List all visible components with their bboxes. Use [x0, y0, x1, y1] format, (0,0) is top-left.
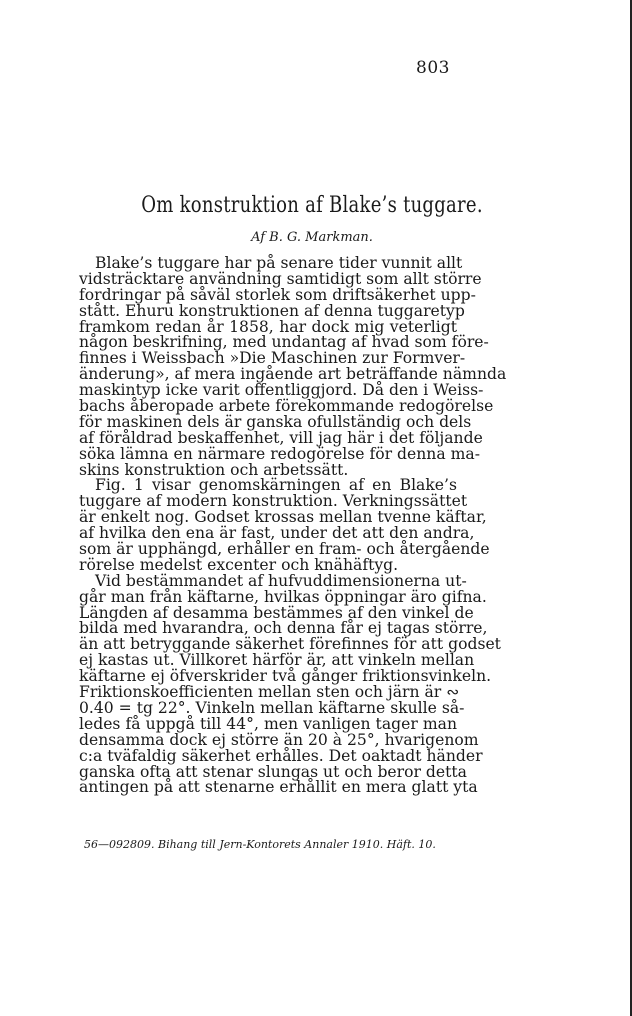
article-title: Om konstruktion af Blake’s tuggare. — [141, 193, 483, 218]
text-line: som är upphängd, erhåller en fram- och återgående — [79, 540, 490, 559]
text-line: af hvilka den ena är fast, under det att den andra, — [79, 524, 475, 543]
text-line: af föråldrad beskaffenhet, vill jag här i det följande — [79, 428, 483, 447]
text-line: ledes få uppgå till 44°, men vanligen tager man — [79, 714, 457, 733]
text-line: bilda med hvarandra, och denna får ej tagas större, — [79, 619, 488, 638]
text-line: käftarne ej öfverskrider två gånger friktionsvinkeln. — [79, 667, 492, 686]
text-line: går man från käftarne, hvilkas öppningar äro gifna. — [79, 587, 487, 606]
text-line: framkom redan år 1858, har dock mig veterligt — [79, 317, 457, 336]
text-line: söka lämna en närmare redogörelse för denna ma- — [79, 444, 480, 463]
article-body — [79, 254, 507, 797]
text-line: Vid bestämmandet af hufvuddimensionerna ut- — [95, 571, 467, 590]
text-line: finnes i Weissbach »Die Maschinen zur Formver- — [79, 349, 466, 368]
text-line: antingen på att stenarne erhållit en mera glatt yta — [79, 778, 478, 797]
text-line: Blake’s tuggare har på senare tider vunnit allt — [95, 254, 463, 272]
text-line: fordringar på såväl storlek som driftsäkerhet upp- — [79, 285, 476, 304]
text-line: för maskinen dels är ganska ofullständig och dels — [79, 412, 472, 431]
text-line: ej kastas ut. Villkoret härför är, att vinkeln mellan — [79, 651, 475, 670]
text-line: c:a tväfaldig säkerhet erhålles. Det oaktadt händer — [79, 746, 483, 765]
text-line: någon beskrifning, med undantag af hvad som före- — [79, 333, 489, 352]
text-line: Fig. 1 visar genomskärningen af en Blake’s — [95, 476, 457, 495]
text-line: Längden af desamma bestämmes af den vinkel de — [79, 603, 474, 622]
text-line: stått. Ehuru konstruktionen af denna tuggaretyp — [79, 301, 465, 320]
text-line: rörelse medelst excenter och knähäftyg. — [79, 555, 399, 574]
text-line: än att betryggande säkerhet förefinnes för att godset — [79, 635, 501, 654]
text-line: tuggare af modern konstruktion. Verkningssättet — [79, 492, 468, 511]
page-footer: 56—092809. Bihang till Jern-Kontorets Annaler 1910. Häft. 10. — [84, 838, 436, 851]
text-line: änderung», af mera ingående art beträffande nämnda — [79, 365, 507, 384]
text-line: skins konstruktion och arbetssätt. — [79, 460, 349, 479]
page-number: 803 — [416, 58, 450, 78]
text-line: är enkelt nog. Godset krossas mellan tvenne käftar, — [79, 508, 487, 527]
text-line: ganska ofta att stenar slungas ut och beror detta — [79, 762, 467, 781]
text-line: vidsträcktare användning samtidigt som allt större — [79, 269, 482, 288]
text-line: maskintyp icke varit offentliggjord. Då den i Weiss- — [79, 381, 484, 400]
text-line: bachs åberopade arbete förekommande redogörelse — [79, 397, 494, 416]
text-line: densamma dock ej större än 20 à 25°, hvarigenom — [79, 730, 479, 749]
author-byline: Af B. G. Markman. — [251, 230, 373, 245]
text-line: 0.40 = tg 22°. Vinkeln mellan käftarne skulle så- — [79, 698, 465, 717]
text-line: Friktionskoefficienten mellan sten och järn är ∾ — [79, 683, 460, 702]
